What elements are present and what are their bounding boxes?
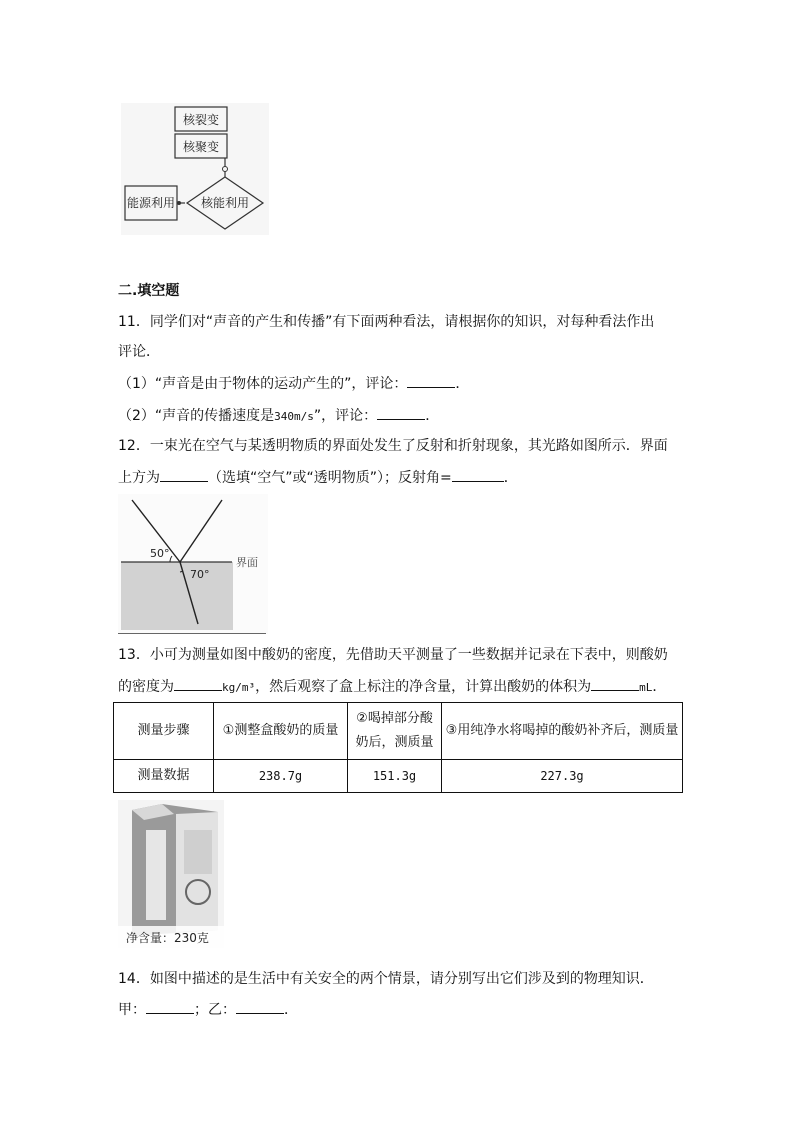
- q14-separator: ；: [194, 1002, 208, 1018]
- q11-stem-line1: 11．同学们对“声音的产生和传播”有下面两种看法，请根据你的知识，对每种看法作出: [118, 314, 655, 330]
- table-header-label: 测量步骤: [114, 703, 214, 760]
- q13-stem-end: ．: [652, 679, 667, 695]
- diagram-box-fusion-label: 核聚变: [182, 140, 220, 154]
- diagram-node: [223, 167, 228, 172]
- diagram-box-fission-label: 核裂变: [182, 113, 220, 127]
- q11-item1: [118, 373, 469, 394]
- yogurt-box-photo: [118, 800, 224, 948]
- light-refraction-figure: [118, 494, 268, 634]
- q11-item1-text: （1）“声音是由于物体的运动产生的”，评论：: [118, 376, 408, 392]
- q12-stem-mid: （选填“空气”或“透明物质”）；反射角=: [208, 470, 452, 486]
- table-step-2: ②喝掉部分酸奶后，测质量: [348, 703, 442, 760]
- q13-stem-text: 的密度为: [118, 679, 174, 695]
- q11-item2-mid: ”，评论：: [313, 408, 378, 424]
- box-label-block: [184, 830, 212, 874]
- q13-answer-blank-1[interactable]: [174, 676, 222, 691]
- q11-answer-blank-2[interactable]: [377, 405, 425, 420]
- medium-region: [121, 562, 233, 630]
- q12-stem-line1: 12．一束光在空气与某透明物质的界面处发生了反射和折射现象，其光路如图所示．界面: [118, 438, 668, 454]
- diagram-diamond-label: 核能利用: [200, 196, 250, 210]
- table-row: [114, 760, 683, 793]
- section-title: 二.填空题: [118, 283, 180, 299]
- q13-stem-mid: ，然后观察了盒上标注的净含量，计算出酸奶的体积为: [255, 679, 592, 695]
- net-content-caption: 净含量：230克: [126, 931, 209, 945]
- q11-answer-blank-1[interactable]: [407, 373, 455, 388]
- angle-label-2: 70°: [190, 568, 210, 581]
- q14-stem: 14．如图中描述的是生活中有关安全的两个情景，请分别写出它们涉及到的物理知识．: [118, 971, 654, 987]
- nuclear-energy-diagram: [121, 103, 269, 235]
- q13-stem-line2: [118, 676, 666, 698]
- q14-answers: [118, 999, 298, 1020]
- box-brand-strip: [146, 830, 166, 920]
- q13-density-unit: kg/m³: [222, 681, 256, 694]
- q11-stem-line2: 评论．: [118, 344, 160, 360]
- table-value-1: 238.7g: [214, 760, 348, 793]
- q14-answer-blank-b[interactable]: [236, 999, 284, 1014]
- q12-stem-line2: [118, 467, 518, 488]
- table-data-label: 测量数据: [114, 760, 214, 793]
- q14-end: ．: [284, 1002, 298, 1018]
- table-row: [114, 703, 683, 760]
- q12-answer-blank-2[interactable]: [452, 467, 504, 482]
- q11-item1-end: ．: [455, 376, 470, 392]
- interface-label: 界面: [236, 556, 258, 569]
- q12-stem-end: ．: [503, 470, 518, 486]
- q13-volume-unit: mL: [639, 681, 653, 694]
- q12-stem-text: 上方为: [118, 470, 160, 486]
- q13-answer-blank-2[interactable]: [591, 676, 639, 691]
- q11-item2: [118, 405, 439, 427]
- q12-answer-blank-1[interactable]: [160, 467, 208, 482]
- table-step-1: ①测整盒酸奶的质量: [214, 703, 348, 760]
- q11-item2-end: ．: [425, 408, 440, 424]
- table-step-3: ③用纯净水将喝掉的酸奶补齐后，测质量: [442, 703, 683, 760]
- q13-stem-line1: 13．小可为测量如图中酸奶的密度，先借助天平测量了一些数据并记录在下表中，则酸奶: [118, 647, 668, 663]
- measurement-table: [113, 702, 683, 793]
- q14-label-b: 乙：: [208, 1002, 236, 1018]
- diagram-box-energy-label: 能源利用: [126, 196, 176, 210]
- q14-label-a: 甲：: [118, 1002, 146, 1018]
- angle-label-1: 50°: [150, 547, 170, 560]
- diagram-arrow-dot: [177, 201, 181, 205]
- q11-item2-text: （2）“声音的传播速度是: [118, 408, 275, 424]
- table-value-2: 151.3g: [348, 760, 442, 793]
- figure-underline: [118, 633, 266, 634]
- q14-answer-blank-a[interactable]: [146, 999, 194, 1014]
- q11-item2-speed: 340m/s: [274, 410, 314, 423]
- table-value-3: 227.3g: [442, 760, 683, 793]
